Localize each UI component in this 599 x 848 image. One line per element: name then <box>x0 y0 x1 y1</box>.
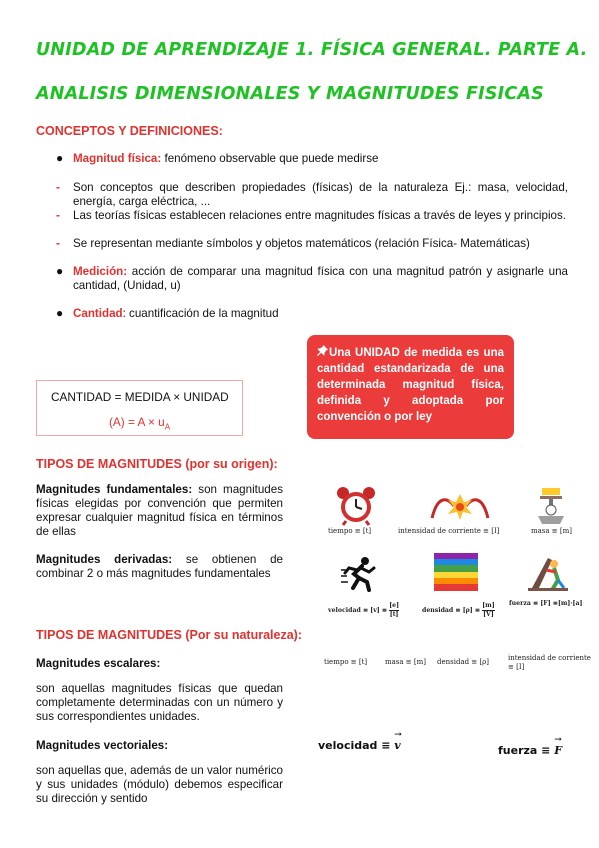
caption-escalar-masa: masa ≡ [m] <box>385 658 426 666</box>
fraction-num: [m] <box>482 602 495 609</box>
caption-fuerza: fuerza ≡ [F] ≡[m]·[a] <box>509 600 583 607</box>
caption-escalar-tiempo: tiempo ≡ [t] <box>324 658 368 666</box>
caption-densidad-text: densidad ≡ [ρ] ≡ <box>422 607 481 614</box>
definition-cantidad <box>73 307 568 321</box>
dash-item-3: Se representan mediante símbolos y objetos matemáticos (relación Física- Matemáticas) <box>73 237 530 250</box>
bullet-icon: ● <box>56 151 64 165</box>
formula-line-1: CANTIDAD = MEDIDA × UNIDAD <box>51 390 229 404</box>
caption-densidad <box>422 602 495 619</box>
caption-vector-fuerza <box>498 735 563 757</box>
bullet-icon: ● <box>56 306 64 320</box>
electric-current-icon <box>430 488 490 529</box>
caption-vector-velocidad <box>318 730 402 752</box>
fraction-velocidad <box>389 602 399 619</box>
def-escalares: son aquellas magnitudes físicas que quedan completamente determinadas con un número y sus correspondientes unidades. <box>36 682 283 723</box>
dash-item-1: Son conceptos que describen propiedades (físicas) de la naturaleza Ej.: masa, velocidad, energía, carga eléctrica, ... <box>73 181 568 208</box>
balance-scale-icon <box>536 486 566 531</box>
unidad-note <box>307 335 514 439</box>
derivadas-paragraph <box>36 553 283 581</box>
caption-vector-fuerza-text: fuerza ≡ <box>498 744 555 757</box>
term-fundamentales: Magnitudes fundamentales: <box>36 483 193 496</box>
pushpin-icon <box>317 345 329 361</box>
formula-line-2-text: (A) = A × u <box>109 415 165 429</box>
vector-letter: F <box>554 744 563 757</box>
dash-icon: - <box>56 180 60 194</box>
caption-tiempo: tiempo ≡ [t] <box>328 527 372 535</box>
fraction-den: [t] <box>389 611 399 618</box>
formula-subscript: A <box>164 422 171 432</box>
def-cantidad: : cuantificación de la magnitud <box>122 307 279 320</box>
term-medicion: Medición: <box>73 265 128 278</box>
arrow-icon: → <box>394 730 402 740</box>
force-push-icon <box>528 554 568 597</box>
page-title: UNIDAD DE APRENDIZAJE 1. FÍSICA GENERAL. PARTE A. <box>36 40 588 60</box>
caption-escalar-intensidad: intensidad de corriente <box>508 654 591 662</box>
note-text: Una UNIDAD de medida es una cantidad estandarizada de una determinada magnitud física, definida y adoptada por convención o por ley <box>317 347 504 423</box>
fraction-den: [V] <box>483 611 494 618</box>
running-man-icon <box>341 556 377 597</box>
section-heading-origen: TIPOS DE MAGNITUDES (por su origen): <box>36 457 278 471</box>
fundamentales-paragraph <box>36 483 283 539</box>
dash-icon: - <box>56 236 60 250</box>
vector-symbol-v <box>394 730 402 752</box>
formula-box <box>36 380 243 436</box>
term-derivadas: Magnitudes derivadas: <box>36 553 173 566</box>
vector-letter: v <box>394 739 401 752</box>
section-heading-naturaleza: TIPOS DE MAGNITUDES (Por su naturaleza): <box>36 628 303 642</box>
fraction-num: [e] <box>389 602 400 609</box>
def-medicion: acción de comparar una magnitud física con una magnitud patrón y asignarle una cantidad, (Unidad, u) <box>73 265 568 292</box>
caption-escalar-densidad: densidad ≡ [ρ] <box>437 658 489 666</box>
caption-intensidad: intensidad de corriente ≡ [I] <box>398 527 500 535</box>
caption-masa: masa ≡ [m] <box>531 527 572 535</box>
definition-medicion <box>73 265 568 293</box>
bullet-icon: ● <box>56 264 64 278</box>
term-vectoriales: Magnitudes vectoriales: <box>36 739 169 752</box>
page-subtitle: ANALISIS DIMENSIONALES Y MAGNITUDES FISICAS <box>36 84 544 104</box>
caption-velocidad-text: velocidad ≡ [v] ≡ <box>328 607 388 614</box>
formula-line-2 <box>109 415 170 431</box>
dash-icon: - <box>56 208 60 222</box>
def-vectoriales: son aquellas que, además de un valor numérico y sus unidades (módulo) debemos especificar su dirección y sentido <box>36 764 283 805</box>
arrow-icon: → <box>554 735 562 745</box>
dash-item-2: Las teorías físicas establecen relaciones entre magnitudes físicas a través de leyes y principios. <box>73 209 566 222</box>
def-derivadas: se obtienen de combinar 2 o más magnitudes fundamentales <box>36 553 283 580</box>
density-liquids-icon <box>434 553 478 591</box>
fraction-densidad <box>482 602 494 619</box>
definition-magnitud <box>73 152 568 166</box>
caption-vector-velocidad-text: velocidad ≡ <box>318 739 395 752</box>
def-magnitud: fenómeno observable que puede medirse <box>161 152 379 165</box>
term-magnitud: Magnitud física: <box>73 152 162 165</box>
alarm-clock-icon <box>334 486 378 531</box>
caption-escalar-intensidad-symbol: ≡ [I] <box>508 663 525 671</box>
def-fundamentales: son magnitudes físicas elegidas por convención que permiten expresar cualquier magnitud física en términos de ellas <box>36 483 284 538</box>
term-cantidad: Cantidad <box>73 307 123 320</box>
section-heading-conceptos: CONCEPTOS Y DEFINICIONES: <box>36 124 223 138</box>
caption-velocidad <box>328 602 399 619</box>
vector-symbol-f <box>554 735 563 757</box>
term-escalares: Magnitudes escalares: <box>36 657 161 670</box>
